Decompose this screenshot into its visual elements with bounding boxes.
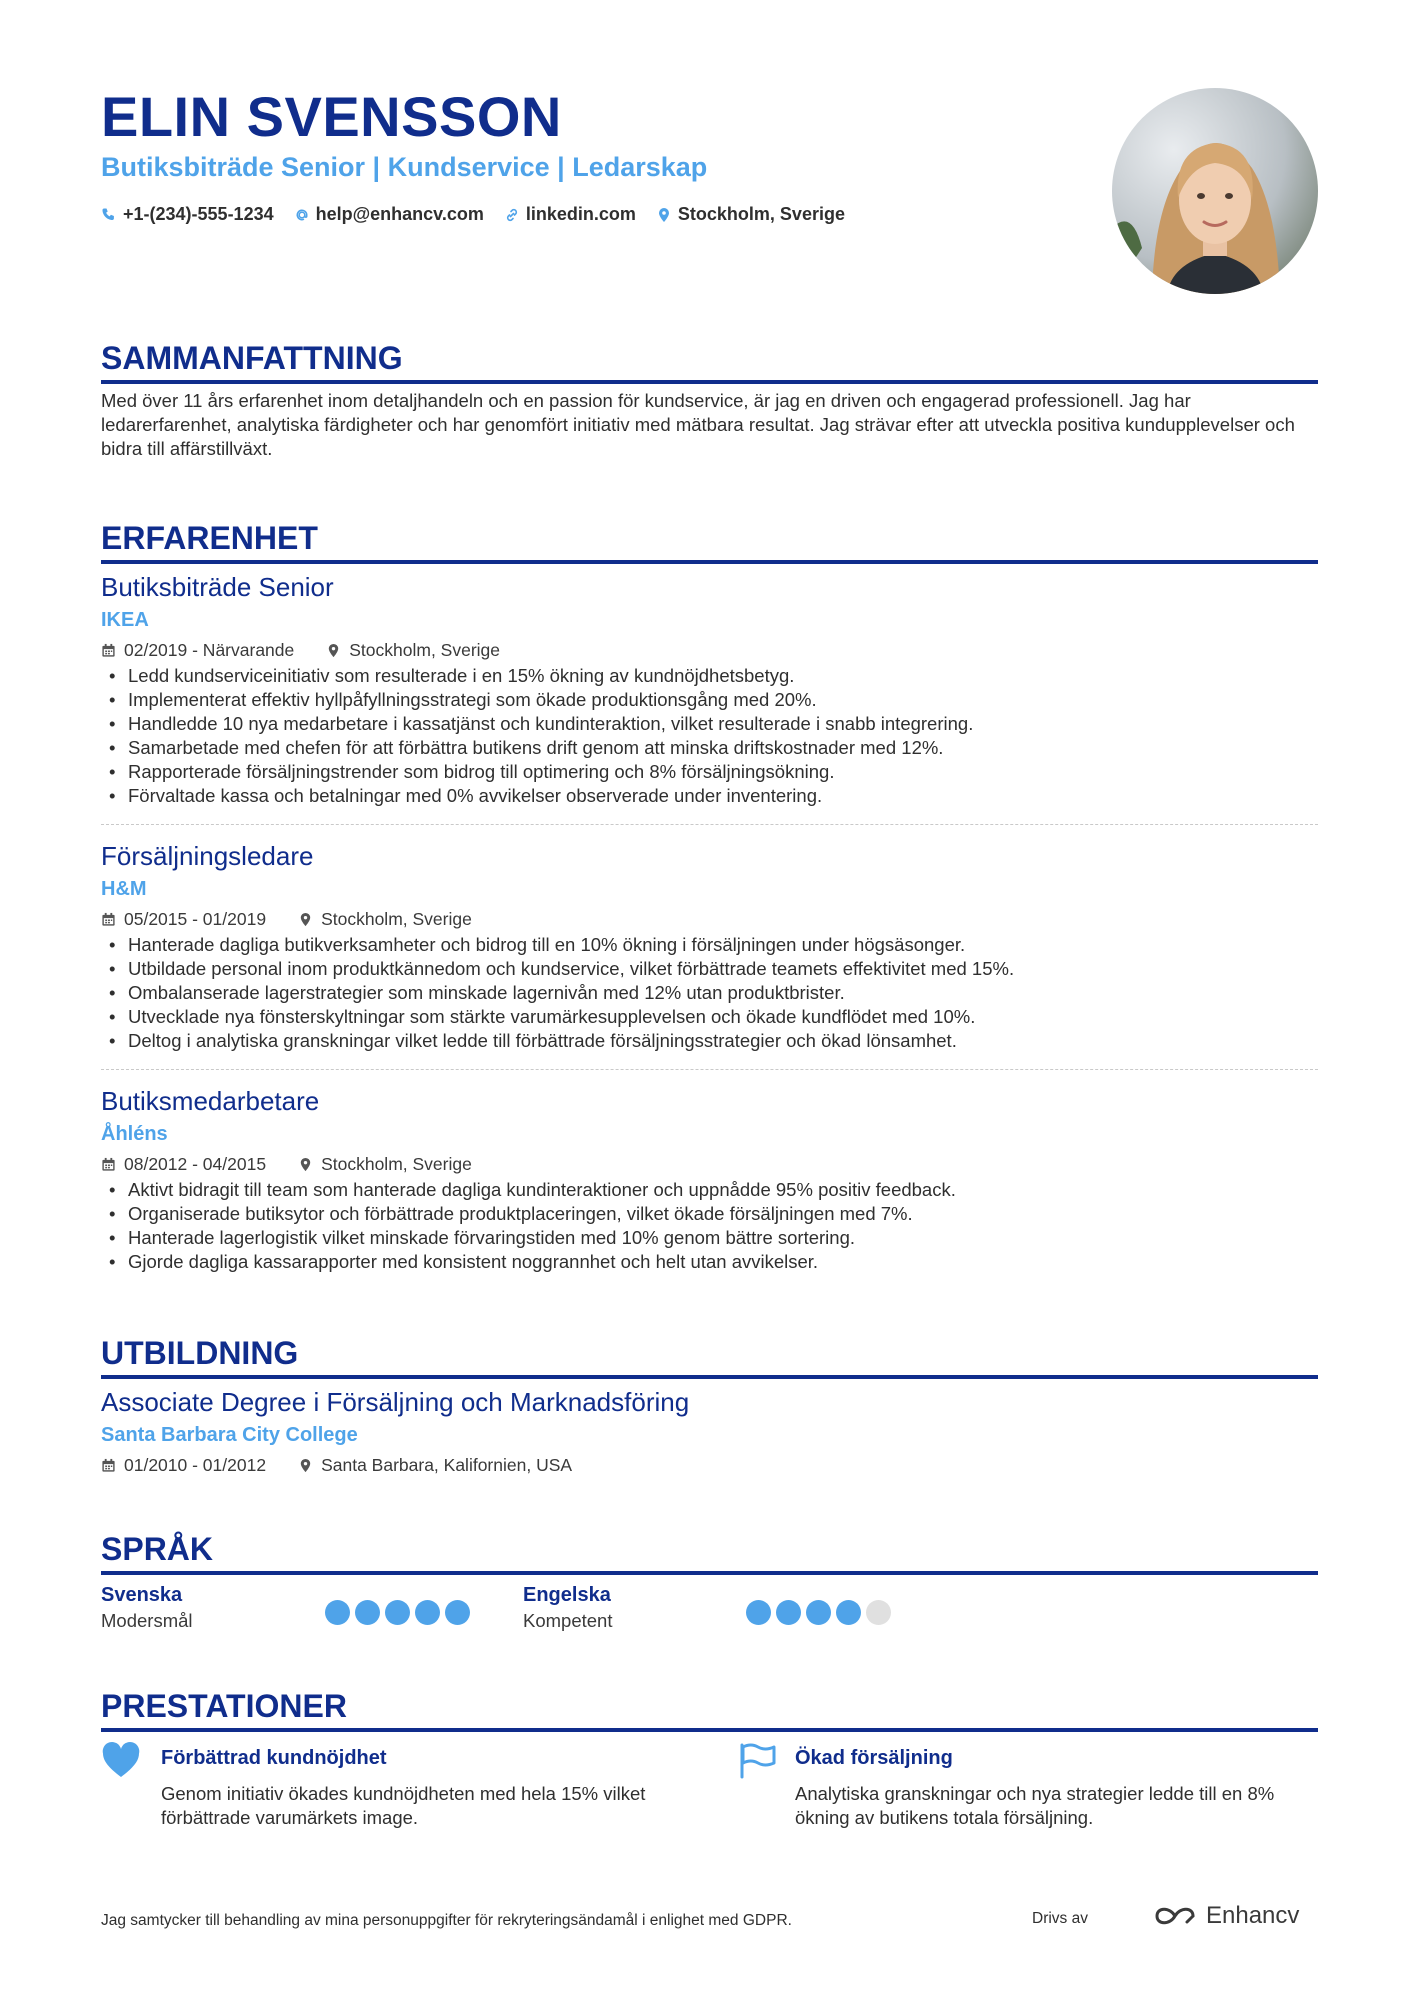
rating-dot-filled [445, 1600, 470, 1625]
company-name: Åhléns [101, 1123, 168, 1145]
job-bullets [101, 1178, 956, 1274]
section-rule [101, 1571, 1318, 1575]
language-rating [746, 1600, 891, 1625]
bullet-item: • Deltog i analytiska granskningar vilket ledde till förbättrade försäljningsstrategier och ökad lönsamhet. [101, 1029, 1014, 1053]
link-icon [504, 207, 520, 223]
section-title-languages: SPRÅK [101, 1531, 214, 1567]
bullet-item: • Ombalanserade lagerstrategier som minskade lagernivån med 12% utan produktbrister. [101, 981, 1014, 1005]
location-text: Stockholm, Sverige [321, 909, 472, 929]
rating-dot-filled [325, 1600, 350, 1625]
phone-icon [101, 207, 117, 223]
job-dates [101, 1154, 266, 1175]
language-rating [325, 1600, 470, 1625]
education-location [298, 1455, 572, 1476]
bullet-item: • Förvaltade kassa och betalningar med 0% avvikelser observerade under inventering. [101, 784, 973, 808]
entry-divider [101, 824, 1318, 825]
section-title-summary: SAMMANFATTNING [101, 340, 403, 376]
location-text: Santa Barbara, Kalifornien, USA [321, 1455, 573, 1475]
job-meta [101, 909, 472, 930]
powered-by-label: Drivs av [1032, 1910, 1088, 1927]
infinity-icon [1152, 1904, 1198, 1928]
bullet-item: • Rapporterade försäljningstrender som bidrog till optimering och 8% försäljningsökning. [101, 760, 973, 784]
email-text: help@enhancv.com [315, 204, 484, 224]
bullet-item: • Aktivt bidragit till team som hanterade dagliga kundinteraktioner och uppnådde 95% positiv feedback. [101, 1178, 956, 1202]
section-title-education: UTBILDNING [101, 1335, 299, 1371]
map-pin-icon [656, 207, 672, 223]
language-level: Kompetent [523, 1610, 613, 1631]
calendar-icon [101, 1157, 116, 1172]
location-text: Stockholm, Sverige [677, 204, 845, 224]
entry-divider [101, 1069, 1318, 1070]
map-pin-icon [326, 643, 341, 658]
rating-dot-filled [385, 1600, 410, 1625]
contact-bar [101, 204, 845, 225]
job-bullets [101, 664, 973, 808]
candidate-headline: Butiksbiträde Senior | Kundservice | Ledarskap [101, 152, 708, 182]
bullet-item: • Hanterade lagerlogistik vilket minskade förvaringstiden med 10% genom bättre sortering. [101, 1226, 956, 1250]
language-level: Modersmål [101, 1610, 193, 1631]
contact-phone[interactable] [101, 204, 274, 225]
section-rule [101, 560, 1318, 564]
language-name: Engelska [523, 1584, 611, 1606]
dates-text: 05/2015 - 01/2019 [124, 909, 267, 929]
language-name: Svenska [101, 1584, 183, 1606]
bullet-item: • Implementerat effektiv hyllpåfyllningsstrategi som ökade produktionsgång med 20%. [101, 688, 973, 712]
job-location [298, 909, 472, 930]
summary-text: Med över 11 års erfarenhet inom detaljhandeln och en passion för kundservice, är jag en driven och engagerad professionell. Jag har ledarerfarenhet, analytiska färdigheter och har genomfört initiativ med mätbara resultat. Jag strävar efter att utveckla positiva kundupplevelser och bidra till affärstillväxt. [101, 390, 1295, 459]
location-text: Stockholm, Sverige [349, 640, 501, 660]
map-pin-icon [298, 1157, 313, 1172]
job-bullets [101, 933, 1014, 1053]
job-dates [101, 640, 294, 661]
achievement-title: Förbättrad kundnöjdhet [161, 1747, 387, 1769]
heart-icon [101, 1741, 141, 1781]
flag-icon [738, 1741, 778, 1781]
language-item [523, 1584, 612, 1632]
contact-location [656, 204, 845, 225]
rating-dot-filled [746, 1600, 771, 1625]
linkedin-text: linkedin.com [525, 204, 636, 224]
bullet-item: • Utvecklade nya fönsterskyltningar som stärkte varumärkesupplevelsen och ökade kundflödet med 10%. [101, 1005, 1014, 1029]
job-location [326, 640, 500, 661]
achievement-description: Genom initiativ ökades kundnöjdheten med hela 15% vilket förbättrade varumärkets image. [161, 1783, 646, 1828]
job-meta [101, 1154, 472, 1175]
language-item [101, 1584, 193, 1632]
map-pin-icon [298, 912, 313, 927]
map-pin-icon [298, 1458, 313, 1473]
bullet-item: • Utbildade personal inom produktkännedom och kundservice, vilket förbättrade teamets effektivitet med 15%. [101, 957, 1014, 981]
dates-text: 01/2010 - 01/2012 [124, 1455, 267, 1475]
job-title: Butiksmedarbetare [101, 1086, 320, 1116]
bullet-item: • Organiserade butiksytor och förbättrade produktplaceringen, vilket ökade försäljningen med 7%. [101, 1202, 956, 1226]
job-title: Försäljningsledare [101, 841, 314, 871]
bullet-item: • Ledd kundserviceinitiativ som resulterade i en 15% ökning av kundnöjdhetsbetyg. [101, 664, 973, 688]
enhancv-logo[interactable] [1152, 1902, 1299, 1930]
section-title-achievements: PRESTATIONER [101, 1688, 347, 1724]
job-location [298, 1154, 472, 1175]
rating-dot-empty [866, 1600, 891, 1625]
section-rule [101, 380, 1318, 384]
location-text: Stockholm, Sverige [321, 1154, 472, 1174]
job-dates [101, 909, 266, 930]
education-meta [101, 1455, 572, 1476]
contact-email[interactable] [294, 204, 484, 225]
rating-dot-filled [836, 1600, 861, 1625]
bullet-item: • Samarbetade med chefen för att förbättra butikens drift genom att minska driftskostnader med 12%. [101, 736, 973, 760]
phone-text: +1-(234)-555-1234 [123, 204, 274, 224]
degree-title: Associate Degree i Försäljning och Marknadsföring [101, 1387, 690, 1417]
achievement-title: Ökad försäljning [795, 1747, 953, 1769]
job-title: Butiksbiträde Senior [101, 572, 334, 602]
profile-photo [1112, 88, 1318, 294]
rating-dot-filled [776, 1600, 801, 1625]
section-title-experience: ERFARENHET [101, 520, 318, 556]
company-name: IKEA [101, 609, 149, 631]
rating-dot-filled [355, 1600, 380, 1625]
at-icon [294, 207, 310, 223]
gdpr-consent: Jag samtycker till behandling av mina personuppgifter för rekryteringsändamål i enlighet med GDPR. [101, 1912, 792, 1929]
job-meta [101, 640, 500, 661]
achievement-description: Analytiska granskningar och nya strategier ledde till en 8% ökning av butikens totala försäljning. [795, 1783, 1275, 1828]
company-name: H&M [101, 878, 147, 900]
bullet-item: • Gjorde dagliga kassarapporter med konsistent noggrannhet och helt utan avvikelser. [101, 1250, 956, 1274]
candidate-name: ELIN SVENSSON [101, 85, 562, 148]
rating-dot-filled [806, 1600, 831, 1625]
section-rule [101, 1728, 1318, 1732]
calendar-icon [101, 1458, 116, 1473]
rating-dot-filled [415, 1600, 440, 1625]
calendar-icon [101, 643, 116, 658]
bullet-item: • Handledde 10 nya medarbetare i kassatjänst och kundinteraktion, vilket resulterade i snabb integrering. [101, 712, 973, 736]
section-rule [101, 1375, 1318, 1379]
school-name: Santa Barbara City College [101, 1424, 358, 1446]
education-dates [101, 1455, 266, 1476]
brand-name: Enhancv [1206, 1902, 1300, 1929]
dates-text: 02/2019 - Närvarande [124, 640, 295, 660]
bullet-item: • Hanterade dagliga butikverksamheter och bidrog till en 10% ökning i försäljningen under högsäsonger. [101, 933, 1014, 957]
contact-linkedin[interactable] [504, 204, 636, 225]
calendar-icon [101, 912, 116, 927]
dates-text: 08/2012 - 04/2015 [124, 1154, 267, 1174]
